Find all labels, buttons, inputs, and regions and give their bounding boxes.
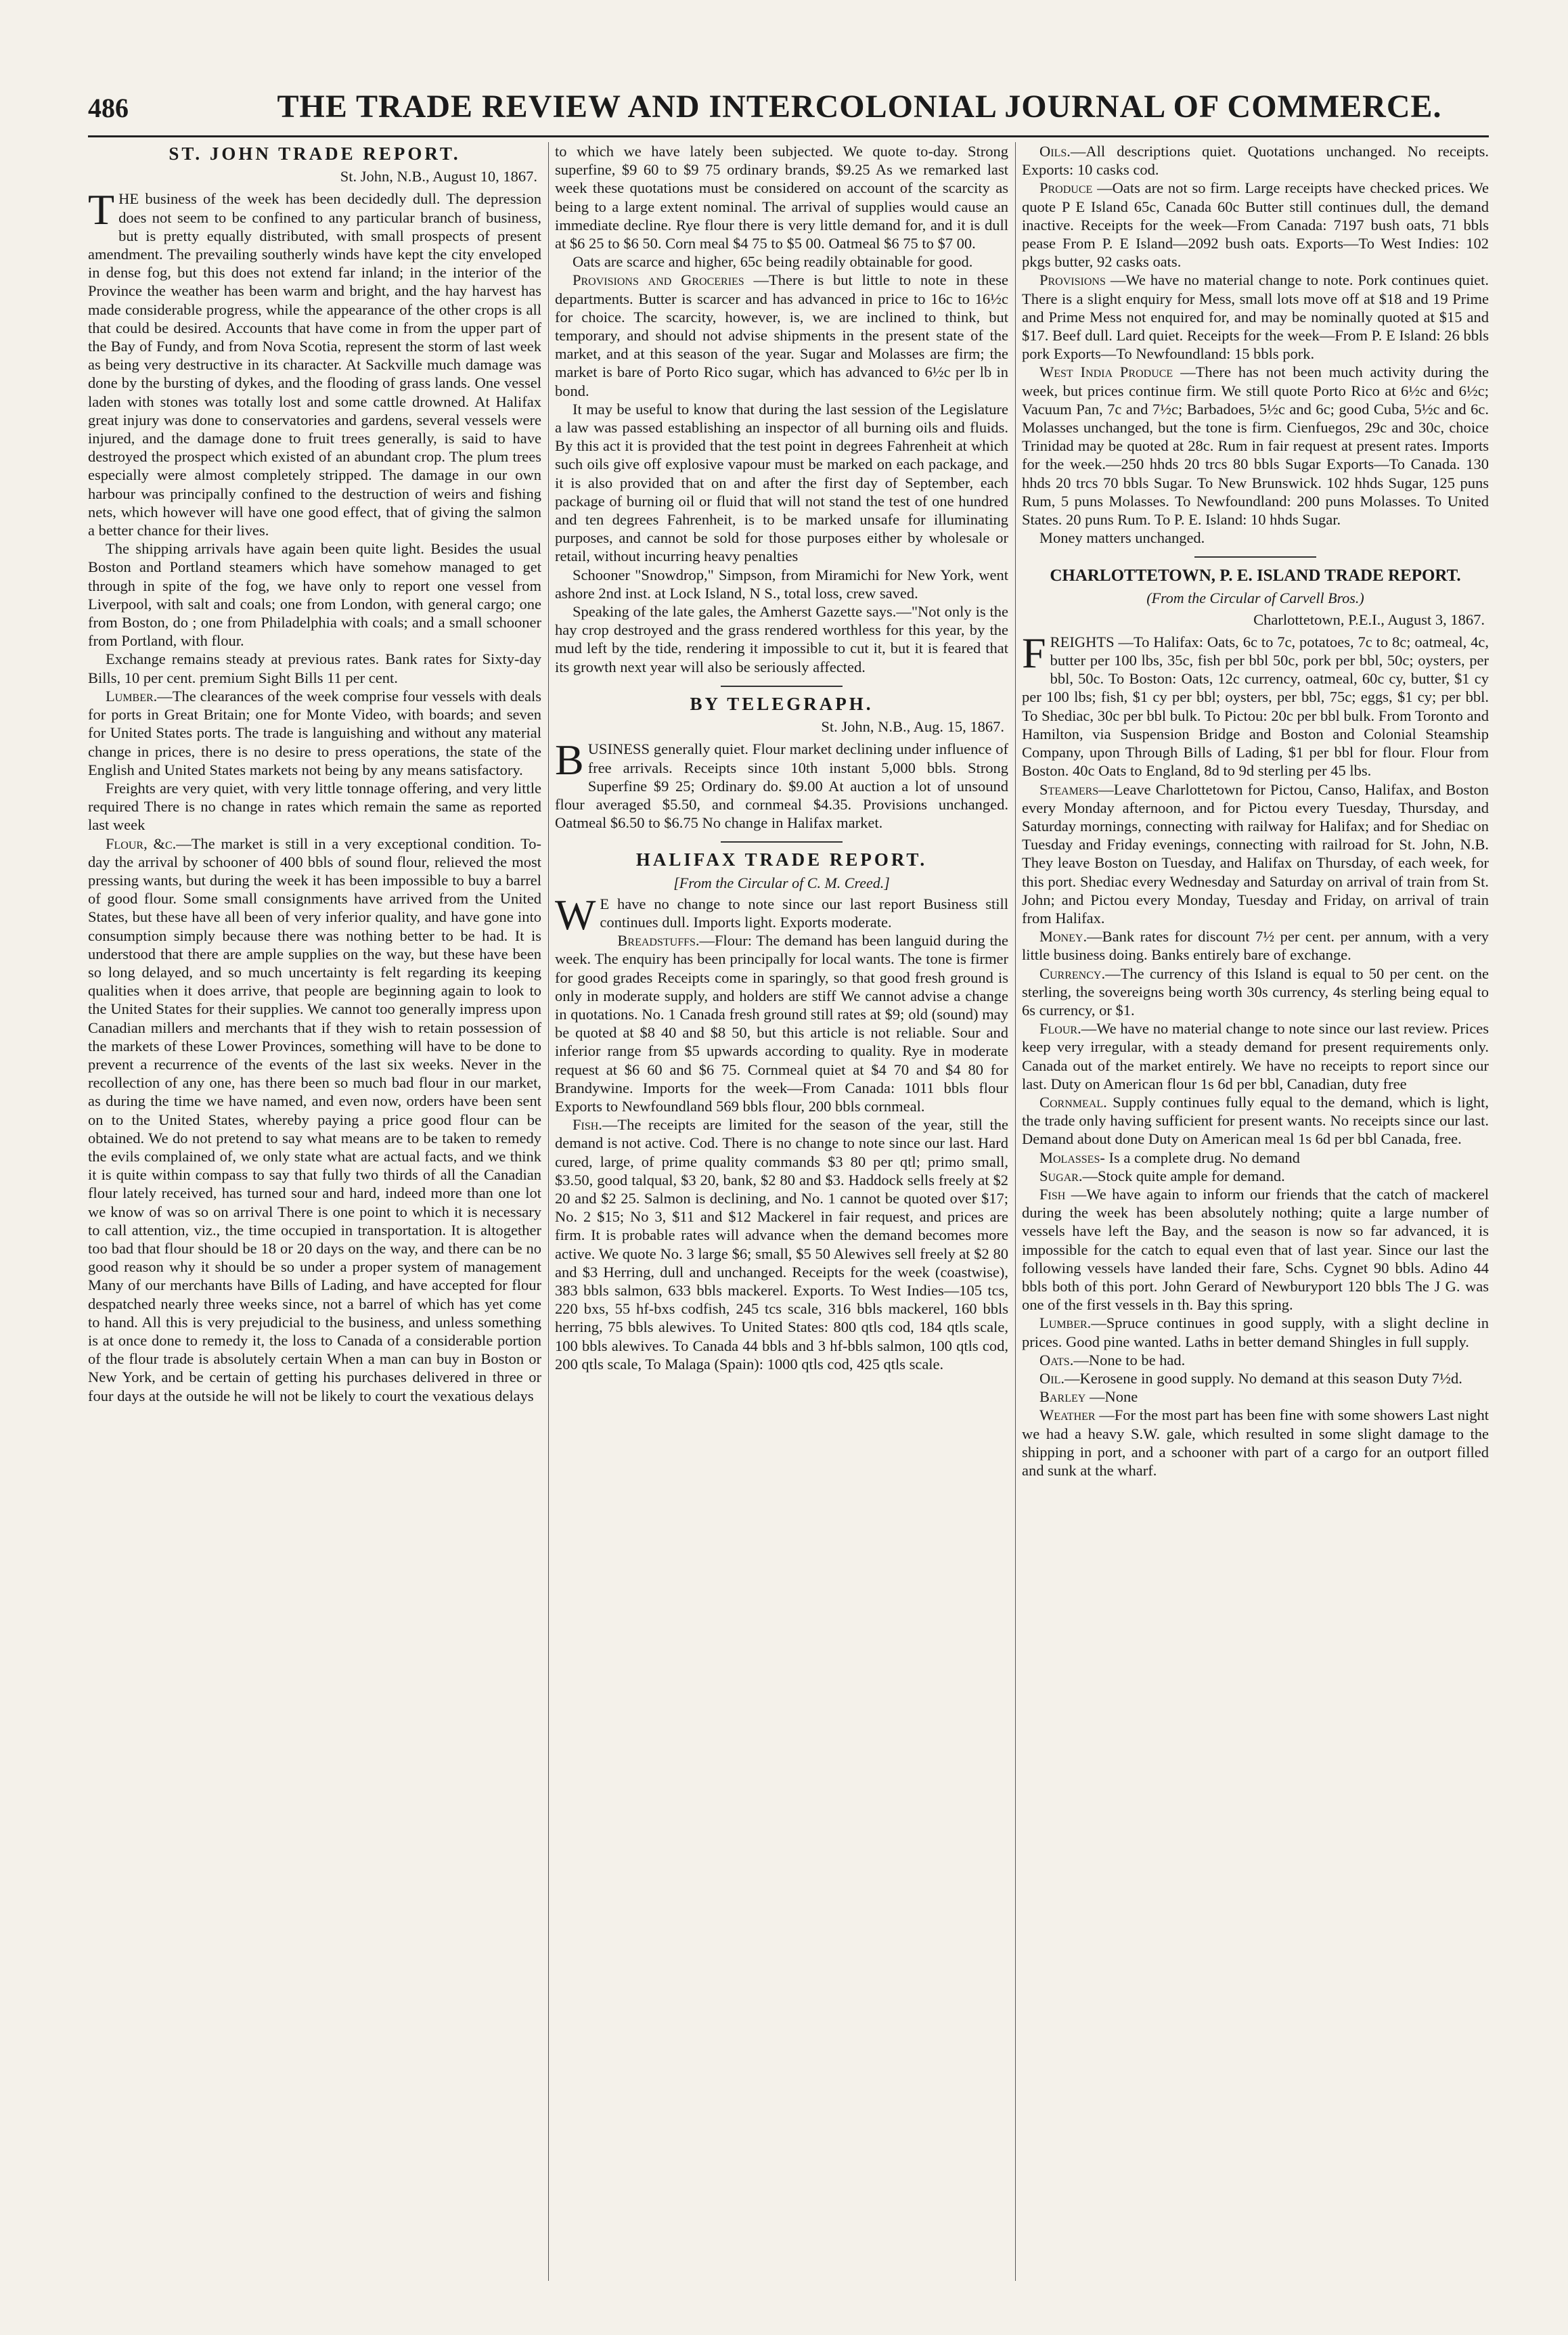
drop-cap: B: [555, 736, 584, 784]
st-john-paragraph-3: Exchange remains steady at previous rates. Bank rates for Sixty-day Bills, 10 per cent. premium Sight Bills 11 per cent.: [88, 650, 541, 686]
oils-paragraph: Oils.—All descriptions quiet. Quotations unchanged. No receipts. Exports: 10 casks cod.: [1022, 143, 1489, 179]
st-john-dateline: St. John, N.B., August 10, 1867.: [340, 168, 537, 185]
west-india-produce-paragraph: West India Produce —There has not been much activity during the week, but prices continue firm. We still quote Porto Rico at 6½c and 6½c; Vacuum Pan, 7c and 7½c; Barbadoes, 5½c and 6c; good Cuba, 5½c and 6c. Molasses unchanged, but the tone is firm. Cienfuegos, 29c and 30c, choice Trinidad may be quoted at 28c. Rum in fair request at present rates. Imports for the week.—250 hhds 20 trcs 80 bbls Sugar Exports—To Canada. 130 hhds 20 trcs 70 bbls Sugar. To New Brunswick. 102 hhds Sugar, 125 puns Rum, 5 puns Molasses. To Newfoundland: 200 puns Molasses. To United States. 20 puns Rum. To P. E. Island: 10 hhds Sugar.: [1022, 363, 1489, 529]
lumber-pei-paragraph: Lumber.—Spruce continues in good supply, with a slight decline in prices. Good pine wanted. Laths in better demand Shingles in full supply.: [1022, 1314, 1489, 1350]
sugar-paragraph: Sugar.—Stock quite ample for demand.: [1039, 1167, 1285, 1184]
freights-pei-paragraph: FREIGHTS —To Halifax: Oats, 6c to 7c, potatoes, 7c to 8c; oatmeal, 4c, butter per 100 lbs, 35c, fish per bbl 50c, pork per bbl, 50c; oysters, per bbl, 50c. To Boston: Oats, 12c currency, oatmeal, 60c cy, butter, $1 cy per 100 lbs; fish, $1 cy per bbl; oysters, per bbl, 75c; eggs, $1 cy; per bbl. To Shediac, 30c per bbl bulk. To Pictou: 20c per bbl bulk. From Toronto and Hamilton, via Suspension Bridge and Boston and Colonial Steamship Company, upon Through Bills of Lading, $1 per bbl for flour. Flour from Boston. 40c Oats to England, 8d to 9d sterling per 45 lbs.: [1022, 628, 1489, 780]
barley-paragraph: Barley —None: [1039, 1388, 1138, 1406]
fish-pei-paragraph: Fish —We have again to inform our friends that the catch of mackerel during the week has been absolutely nothing; quite a large number of vessels have left the Bay, and the season is now so far advanced, it is impossible for the catch to equal even that of last year. Since our last the following vessels have landed their fare, Schs. Cygnet 90 bbls. Adino 44 bbls both of this port. John Gerard of Newburyport 120 bbls The J G. was one of the first vessels in th. Bay this spring.: [1022, 1185, 1489, 1314]
charlottetown-report-title: CHARLOTTETOWN, P. E. ISLAND TRADE REPORT.: [1050, 566, 1461, 585]
drop-cap: F: [1022, 628, 1046, 677]
drop-cap: W: [555, 890, 596, 939]
charlottetown-dateline: Charlottetown, P.E.I., August 3, 1867.: [1253, 610, 1485, 628]
journal-title: THE TRADE REVIEW AND INTERCOLONIAL JOURNAL OF COMMERCE.: [277, 89, 1442, 125]
produce-paragraph: Produce —Oats are not so firm. Large receipts have checked prices. We quote P E Island 65c, Canada 60c Butter still continues dull, the demand inactive. Receipts for the week—From Canada: 7197 bush oats, 71 bbls pease From P. E Island—2092 bush oats. Exports—To West Indies: 102 pkgs butter, 92 casks oats.: [1022, 179, 1489, 271]
breadstuffs-paragraph: Breadstuffs.—Flour: The demand has been languid during the week. The enquiry has been principally for local wants. The tone is firmer for good grades Receipts come in sparingly, so that good fresh ground is only in moderate supply, and holders are stiff We cannot advise a change in quotations. No. 1 Canada fresh ground still rates at $9; old (sound) may be quoted at $8 40 and $8 50, but this article is not reliable. Sour and inferior range from $5 upwards according to quality. Rye in moderate request at $6 60 and $6 75. Cornmeal quiet at $4 70 and $4 80 for Brandywine. Imports for the week—From Canada: 1011 bbls flour Exports to Newfoundland 569 bbls flour, 200 bbls cornmeal.: [555, 932, 1008, 1115]
section-divider: [721, 686, 843, 687]
flour-paragraph: Flour, &c.—The market is still in a very exceptional condition. To-day the arrival by schooner of 400 bbls of sound flour, relieved the most pressing wants, but during the week it has been impossible to buy a barrel of good flour. Some small consignments have arrived from the United States, but these have all been of very inferior quality, and have gone into consumption simply because there was nothing better to be had. It is understood that there are ample supplies on the way, but these have been so long delayed, and so much uncertainty is felt regarding its keeping qualities when it does arrive, that people are beginning again to look to the United States for their supplies. We cannot too generally impress upon Canadian millers and merchants that if they wish to retain possession of the markets of these Lower Provinces, something will have to be done to prevent a recurrence of the events of the last six weeks. Never in the recollection of any one, has there been so much bad flour in our market, as during the time we have named, and even now, orders have been sent on to the United States, whereby paying a price good flour can be obtained. We do not pretend to say what means are to be taken to remedy the evils complained of, we only state what are actual facts, and we think it is quite within compass to say that fully two thirds of all the Canadian flour lately received, has turned sour and hard, indeed more than one lot we know of was so on arrival There is one point to which it is necessary to call attention, viz., the time occupied in transportation. It is altogether too bad that flour should be 18 or 20 days on the way, and there can be no good reason why it should be so under a proper system of management Many of our merchants have Bills of Lading, and have accepted for flour despatched nearly three weeks since, not a barrel of which has yet come to hand. All this is very prejudicial to the business, and unless something is at once done to remedy it, the loss to Canada of a considerable portion of the flour trade is absolutely certain When a man can buy in Boston or New York, and be certain of getting his purchases delivered in three or four days at the outside he will not be likely to court the vexatious delays: [88, 835, 541, 1404]
money-paragraph: Money.—Bank rates for discount 7½ per cent. per annum, with a very little business doing. Banks entirely bare of exchange.: [1022, 928, 1489, 964]
burning-oils-paragraph: It may be useful to know that during the last session of the Legislature a law was passed establishing an inspector of all burning oils and fluids. By this act it is provided that the test point in degrees Fahrenheit at which such oils give off explosive vapour must be marked on each package, and it is also provided that on and after the first day of September, each package of burning oil or fluid that will not stand the test of one hundred and ten degrees Fahrenheit, is to be marked unsafe for illuminating purposes, and cannot be sold for those purposes either by wholesale or retail, without incurring heavy penalties: [555, 400, 1008, 565]
provisions-groceries-paragraph: Provisions and Groceries —There is but little to note in these departments. Butter is scarcer and has advanced in price to 16c to 16½c for choice. The scarcity, however, is, we are inclined to think, but temporary, and should not advise shipments in the present state of the market, and at this season of the year. Sugar and Molasses are firm; the market is bare of Porto Rico sugar, which has advanced to 6½c per lb in bond.: [555, 271, 1008, 399]
drop-cap: T: [88, 185, 115, 234]
oil-pei-paragraph: Oil.—Kerosene in good supply. No demand at this season Duty 7½d.: [1039, 1370, 1462, 1387]
page-number: 486: [88, 93, 129, 123]
steamers-paragraph: Steamers—Leave Charlottetown for Pictou, Canso, Halifax, and Boston every Monday afternoon, and for Pictou every Tuesday, Thursday, and Saturday mornings, connecting with railway for Halifax; and for Shediac on Tuesday and Friday evenings, connecting with railroad for St. John, N.B. They leave Boston on Tuesday, and Halifax on Thursday, of each week, for this port. Shediac every Wednesday and Saturday on arrival of train from St. John; and Pictou every Monday, Tuesday and Friday, on arrival of train from Halifax.: [1022, 780, 1489, 927]
st-john-paragraph-1: THE business of the week has been decidedly dull. The depression does not seem to be confined to any particular branch of business, but is pretty equally distributed, with small prospects of present amendment. The prevailing southerly winds have kept the city enveloped in dense fog, but this does not extend far inland; in the interior of the Province the weather has been warm and bright, and the hay harvest has made considerable progress, while the appearance of the other crops is all that could be desired. Accounts that have come in from the upper part of the Bay of Fundy, and from Nova Scotia, represent the storm of last week as being very destructive in its character. At Sackville much damage was done by the bursting of dykes, and the flooding of grass lands. One vessel laden with stones was totally lost and some cattle drowned. At Halifax great injury was done to conservatories and gardens, several vessels were injured, and the damage done to fruit trees generally, is said to have destroyed the prospect which existed of an abundant crop. The plum trees especially were almost completely stripped. The damage in our own harbour was principally confined to the destruction of weirs and fishing nets, which however will have one good effect, that of giving the salmon a better chance for their lives.: [88, 185, 541, 539]
oats-pei-paragraph: Oats.—None to be had.: [1039, 1351, 1186, 1369]
section-divider: [1194, 556, 1316, 558]
currency-paragraph: Currency.—The currency of this Island is equal to 50 per cent. on the sterling, the sovereigns being worth 30s currency, 4s sterling being equal to 6s currency, or $1.: [1022, 964, 1489, 1019]
page-header: [88, 88, 1489, 137]
flour-pei-paragraph: Flour.—We have no material change to note since our last review. Prices keep very irregular, with a steady demand for present requirements only. Canada out of the market entirely. We have no receipts to report since our last. Duty on American flour 1s 6d per bbl, Canadian, duty free: [1022, 1020, 1489, 1092]
weather-paragraph: Weather —For the most part has been fine with some showers Last night we had a heavy S.W. gale, which resulted in some slight damage to the shipping in port, and a schooner with part of a cargo for an outport filled and sunk at the wharf.: [1022, 1406, 1489, 1480]
halifax-paragraph-1: W E have no change to note since our last report Business still continues dull. Imports light. Exports moderate.: [555, 890, 1008, 939]
telegraph-title: BY TELEGRAPH.: [690, 693, 874, 714]
section-divider: [721, 841, 843, 843]
fish-paragraph: Fish.—The receipts are limited for the season of the year, still the demand is not active. Cod. There is no change to note since our last. Hard cured, large, of prime quality commands $3 80 per qtl; primo small, $3.50, good talqual, $3 20, bank, $2 80 and $3. Haddock sells freely at $2 20 and $2 25. Salmon is declining, and No. 1 cannot be quoted over $17; No. 2 $15; No 3, $11 and $12 Mackerel in fair request, and prices are firm. It is probable rates will advance when the demand becomes more active. We quote No. 3 large $6; small, $5 50 Alewives sell freely at $2 80 and $3 Herring, dull and unchanged. Receipts for the week (coastwise), 383 bbls salmon, 633 bbls mackerel. Exports. To West Indies—105 tcs, 220 bxs, 55 hf-bxs codfish, 245 tcs scale, 316 bbls mackerel, 160 bbls herring, 75 bbls alewives. To United States: 800 qtls cod, 184 qtls scale, 100 bbls alewives. To Canada 44 bbls and 3 hf-bbls salmon, 100 qtls cod, 200 qtls scale, To Malaga (Spain): 1000 qtls cod, 425 qtls scale.: [555, 1116, 1008, 1373]
charlottetown-source: (From the Circular of Carvell Bros.): [1146, 590, 1364, 607]
column-rule-2: [1015, 142, 1016, 2281]
schooner-paragraph: Schooner "Snowdrop," Simpson, from Miramichi for New York, went ashore 2nd inst. at Lock Island, N S., total loss, crew saved.: [555, 566, 1008, 602]
column-rule-1: [548, 142, 549, 2281]
halifax-source: [From the Circular of C. M. Creed.]: [673, 874, 890, 891]
st-john-report-title: ST. JOHN TRADE REPORT.: [169, 143, 461, 164]
column-2: [555, 142, 1008, 2281]
amherst-gazette-paragraph: Speaking of the late gales, the Amherst Gazette says.—"Not only is the hay crop destroyed and the grass rendered worthless for this year, by the mud left by the tide, rendering it impossible to cut it, but it is feared that its growth next year will also be seriously affected.: [555, 603, 1008, 675]
cornmeal-paragraph: Cornmeal. Supply continues fully equal to the demand, which is light, the trade only having sufficient for present wants. No receipts since our last. Demand about done Duty on American meal 1s 6d per bbl Canada, free.: [1022, 1093, 1489, 1148]
oats-paragraph: Oats are scarce and higher, 65c being readily obtainable for good.: [573, 253, 973, 271]
lumber-paragraph: Lumber.—The clearances of the week comprise four vessels with deals for ports in Great Britain; one for Monte Video, with boards; and seven for United States ports. The trade is languishing and without any material change in prices, there is no desire to press operations, the state of the English and United States markets not being by any means satisfactory.: [88, 687, 541, 778]
money-matters-paragraph: Money matters unchanged.: [1039, 529, 1205, 547]
st-john-paragraph-2: The shipping arrivals have again been quite light. Besides the usual Boston and Portland steamers which have somehow managed to get through in spite of the fog, we have only to report one vessel from Liverpool, with salt and coals; one from London, with general cargo; one from Boston, do ; one from Philadelphia with coals; and a small schooner from Portland, with flour.: [88, 540, 541, 650]
halifax-report-title: HALIFAX TRADE REPORT.: [635, 849, 928, 870]
column-3: [1022, 142, 1489, 2281]
provisions-paragraph: Provisions —We have no material change to note. Pork continues quiet. There is a slight enquiry for Mess, small lots move off at $18 and 19 Prime and Prime Mess not enquired for, and may be nominally quoted at $15 and $17. Beef dull. Lard quiet. Receipts for the week—From P. E Island: 26 bbls pork Exports—To Newfoundland: 15 bbls pork.: [1022, 271, 1489, 363]
molasses-paragraph: Molasses- Is a complete drug. No demand: [1039, 1149, 1300, 1166]
telegraph-dateline: St. John, N.B., Aug. 15, 1867.: [821, 718, 1004, 736]
column-1: [88, 142, 541, 2281]
freights-paragraph: Freights are very quiet, with very little tonnage offering, and very little required There is no change in rates which remain the same as reported last week: [88, 779, 541, 834]
telegraph-paragraph: BUSINESS generally quiet. Flour market declining under influence of free arrivals. Receipts since 10th instant 5,000 bbls. Strong Superfine $9 25; Ordinary do. $9.00 At auction a lot of unsound flour averaged $5.50, and cornmeal $4.35. Provisions unchanged. Oatmeal $6.50 to $6.75 No change in Halifax market.: [555, 736, 1008, 832]
flour-continued-paragraph: to which we have lately been subjected. We quote to-day. Strong superfine, $9 60 to $9 75 ordinary brands, $9.25 As we remarked last week these quotations must be considered on account of the scarcity as being to a large extent nominal. The arrival of supplies would cause an immediate decline. Rye flour there is very little demand for, and it is dull at $6 25 to $6 50. Corn meal $4 75 to $5 00. Oatmeal $6 75 to $7 00.: [555, 143, 1008, 252]
